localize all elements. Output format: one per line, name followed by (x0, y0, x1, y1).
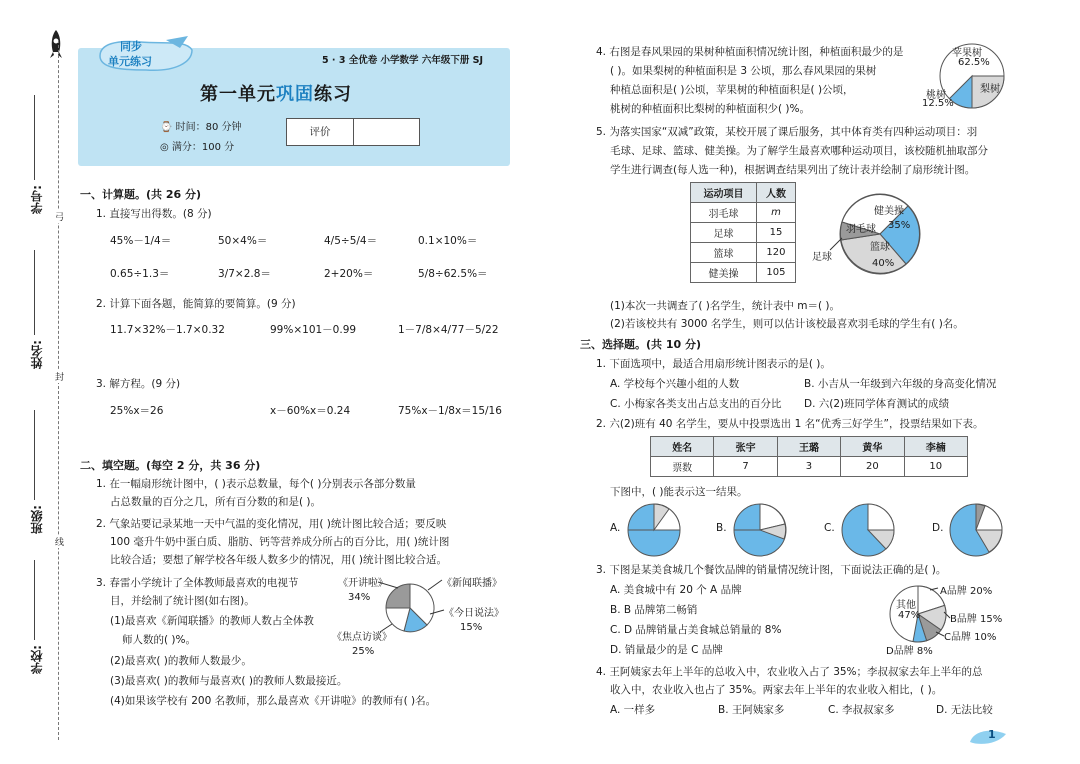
s2-q3-line: 3. 春雷小学统计了全体教师最喜欢的电视节 (96, 577, 299, 589)
option: B. 王阿姨家多 (718, 704, 785, 716)
tv-program-pie (330, 572, 520, 662)
s2-q4-line: 种植总面积是( )公顷，苹果树的种植面积是( )公顷， (610, 84, 854, 96)
pie-label: D品牌 8% (886, 646, 933, 657)
pie-option-d[interactable] (948, 502, 1004, 558)
s3-q2-b: 下图中，( )能表示这一结果。 (610, 486, 748, 498)
calc-item: 1－7/8×4/77－5/22 (398, 324, 499, 336)
pie-label: 25% (352, 646, 375, 657)
s2-q5-line: 毛球、足球、篮球、健美操。为了解学生最喜欢哪种运动项目，该校随机抽取部分 (610, 145, 988, 157)
option: A. 美食城中有 20 个 A 品牌 (610, 584, 742, 596)
s2-q2-line: 2. 气象站要记录某地一天中气温的变化情况，用( )统计图比较合适；要反映 (96, 518, 447, 530)
name-label: 姓名: (30, 340, 44, 369)
calc-item: 3/7×2.8＝ (218, 268, 271, 280)
table-header: 人数 (756, 183, 795, 203)
section-1-title: 一、计算题。(共 26 分) (80, 188, 202, 201)
pie-options (610, 502, 1010, 558)
table-row: 健美操 105 (691, 263, 796, 283)
s2-q3-line: (3)最喜欢( )的教师与最喜欢( )的教师人数最接近。 (110, 675, 348, 687)
pie-label: C品牌 10% (944, 632, 997, 643)
option: A. 一样多 (610, 704, 656, 716)
badge (96, 36, 186, 72)
s2-q5-line: 5. 为落实国家“双减”政策，某校开展了课后服务，其中体育类有四种运动项目：羽 (596, 126, 978, 138)
pie-label: 35% (888, 220, 911, 231)
pie-option-a[interactable] (626, 502, 682, 558)
calc-item: 2+20%＝ (324, 268, 374, 280)
s2-q3-line: (4)如果该学校有 200 名教师，那么最喜欢《开讲啦》的教师有( )名。 (110, 695, 437, 707)
pie-label: 62.5% (958, 57, 990, 68)
calc-item: 0.1×10%＝ (418, 235, 478, 247)
sport-pie (812, 190, 932, 282)
rocket-icon (48, 30, 64, 63)
s2-q1-line: 占总数量的百分之几，所有百分数的和是( )。 (110, 496, 322, 508)
cut-mark-3: 线 (53, 537, 63, 546)
name-blank (34, 250, 35, 335)
option: D. 销量最少的是 C 品牌 (610, 644, 723, 656)
s2-q5-sub: (2)若该校共有 3000 名学生，则可以估计该校最喜欢羽毛球的学生有( )名。 (610, 318, 964, 330)
s2-q1-line: 1. 在一幅扇形统计图中，( )表示总数量，每个( )分别表示各部分数量 (96, 478, 416, 490)
pie-label: A品牌 20% (940, 586, 993, 597)
pie-label: B品牌 15% (950, 614, 1003, 625)
pie-label: 其他 (896, 600, 916, 611)
pie-label: 桃树 (926, 90, 946, 101)
sport-table (690, 182, 796, 283)
option: C. 小梅家各类支出占总支出的百分比 (610, 398, 782, 410)
s2-q3-line: (1)最喜欢《新闻联播》的教师人数占全体教 (110, 615, 314, 627)
pie-option-c[interactable] (840, 502, 896, 558)
calc-item: 11.7×32%－1.7×0.32 (110, 324, 225, 336)
option: A. 学校每个兴趣小组的人数 (610, 378, 740, 390)
option: D. 无法比较 (936, 704, 993, 716)
option-d-label[interactable]: D. (932, 522, 944, 534)
pie-label: 苹果树 (952, 48, 982, 59)
section-2-title: 二、填空题。(每空 2 分，共 36 分) (80, 459, 261, 472)
s2-q5-sub: (1)本次一共调查了( )名学生，统计表中 m＝( )。 (610, 300, 840, 312)
s1-q1-title: 1. 直接写出得数。(8 分) (96, 208, 212, 220)
class-blank (34, 410, 35, 500)
table-row: 票数 7 3 20 10 (651, 457, 968, 477)
pie-option-b[interactable] (732, 502, 788, 558)
option: C. 李叔叔家多 (828, 704, 895, 716)
calc-item: 50×4%＝ (218, 235, 268, 247)
pie-label: 健美操 (874, 206, 904, 217)
table-row: 篮球 120 (691, 243, 796, 263)
option: B. B 品牌第二畅销 (610, 604, 698, 616)
s2-q3-line: 目，并绘制了统计图(如右图)。 (110, 595, 255, 607)
pie-label: 《开讲啦》 (338, 578, 388, 589)
equation-item: x－60%x＝0.24 (270, 405, 351, 417)
badge-line-2: 单元练习 (108, 55, 152, 68)
s2-q5-line: 学生进行调查(每人选一种)，根据调查结果列出了统计表并绘制了扇形统计图。 (610, 164, 976, 176)
table-row: 足球 15 (691, 223, 796, 243)
s3-q2: 2. 六(2)班有 40 名学生，要从中投票选出 1 名“优秀三好学生”，投票结果如下表。 (596, 418, 984, 430)
table-row: 羽毛球 m (691, 203, 796, 223)
option-a-label[interactable]: A. (610, 522, 621, 534)
school-label: 学校: (30, 645, 44, 674)
series-label: 5 · 3 全优卷 小学数学 六年级下册 SJ (322, 55, 484, 66)
binding-margin (0, 0, 72, 764)
score-box-label: 评价 (287, 119, 354, 145)
s2-q2-line: 比较合适；要想了解学校各年级人数多少的情况，用( )统计图比较合适。 (110, 554, 448, 566)
s2-q4-line: 4. 右图是春风果园的果树种植面积情况统计图，种植面积最少的是 (596, 46, 904, 58)
option: D. 六(2)班同学体育测试的成绩 (804, 398, 950, 410)
student-id-label: 学号: (30, 185, 44, 214)
badge-line-1: 同步 (120, 40, 142, 53)
pie-label: 《焦点访谈》 (332, 632, 392, 643)
pie-label: 篮球 (870, 242, 890, 253)
cut-line (58, 40, 59, 740)
s2-q4-line: ( )。如果梨树的种植面积是 3 公顷，那么春风果园的果树 (610, 65, 877, 77)
calc-item: 5/8÷62.5%＝ (418, 268, 488, 280)
pie-label: 47% (898, 610, 921, 621)
s3-q1: 1. 下面选项中，最适合用扇形统计图表示的是( )。 (596, 358, 831, 370)
score-label: ◎ 满分：100 分 (160, 142, 235, 153)
pie-label: 《新闻联播》 (442, 578, 502, 589)
s2-q3-line: 师人数的( )%。 (122, 634, 197, 646)
score-box[interactable] (286, 118, 420, 146)
brand-sales-pie (886, 578, 1016, 658)
pie-label: 12.5% (922, 98, 954, 109)
school-blank (34, 560, 35, 640)
page-title: 第一单元巩固练习 (200, 84, 352, 105)
section-3-title: 三、选择题。(共 10 分) (580, 338, 702, 351)
pie-label: 足球 (812, 252, 832, 263)
calc-item: 99%×101－0.99 (270, 324, 357, 336)
cut-mark-1: 弓 (53, 212, 63, 221)
equation-item: 75%x－1/8x＝15/16 (398, 405, 502, 417)
s2-q3-line: (2)最喜欢( )的教师人数最少。 (110, 655, 252, 667)
table-header: 运动项目 (691, 183, 757, 203)
time-label: ⌚ 时间：80 分钟 (160, 122, 242, 133)
class-label: 班级: (30, 505, 44, 534)
s3-q3: 3. 下图是某美食城几个餐饮品牌的销量情况统计图，下面说法正确的是( )。 (596, 564, 947, 576)
option: C. D 品牌销量占美食城总销量的 8% (610, 624, 782, 636)
cut-mark-2: 封 (53, 372, 63, 381)
s2-q2-line: 100 毫升牛奶中蛋白质、脂肪、钙等营养成分所占的百分比，用( )统计图 (110, 536, 450, 548)
s3-q4-line: 收入中，农业收入也占了 35%。两家去年上半年的农业收入相比，( )。 (610, 684, 943, 696)
option-c-label[interactable]: C. (824, 522, 835, 534)
equation-item: 25%x＝26 (110, 405, 164, 417)
s1-q2-title: 2. 计算下面各题，能简算的要简算。(9 分) (96, 298, 296, 310)
pie-label: 梨树 (980, 84, 1000, 95)
s3-q4-line: 4. 王阿姨家去年上半年的总收入中，农业收入占了 35%；李叔叔家去年上半年的总 (596, 666, 983, 678)
vote-table: 姓名 张宇 王璐 黄华 李楠 票数 7 3 20 10 (650, 436, 968, 477)
orchard-pie (920, 40, 1020, 112)
option: B. 小吉从一年级到六年级的身高变化情况 (804, 378, 997, 390)
calc-item: 45%－1/4＝ (110, 235, 172, 247)
s1-q3-title: 3. 解方程。(9 分) (96, 378, 181, 390)
calc-item: 4/5÷5/4＝ (324, 235, 378, 247)
pie-label: 15% (460, 622, 483, 633)
pie-label: 《今日说法》 (444, 608, 504, 619)
calc-item: 0.65÷1.3＝ (110, 268, 170, 280)
s2-q4-line: 桃树的种植面积比梨树的种植面积少( )%。 (610, 103, 811, 115)
option-b-label[interactable]: B. (716, 522, 727, 534)
pie-label: 羽毛球 (846, 224, 876, 235)
page-number: 1 (988, 728, 996, 741)
pie-label: 40% (872, 258, 895, 269)
student-id-blank (34, 95, 35, 180)
pie-label: 34% (348, 592, 371, 603)
page-number-badge (968, 726, 1008, 746)
